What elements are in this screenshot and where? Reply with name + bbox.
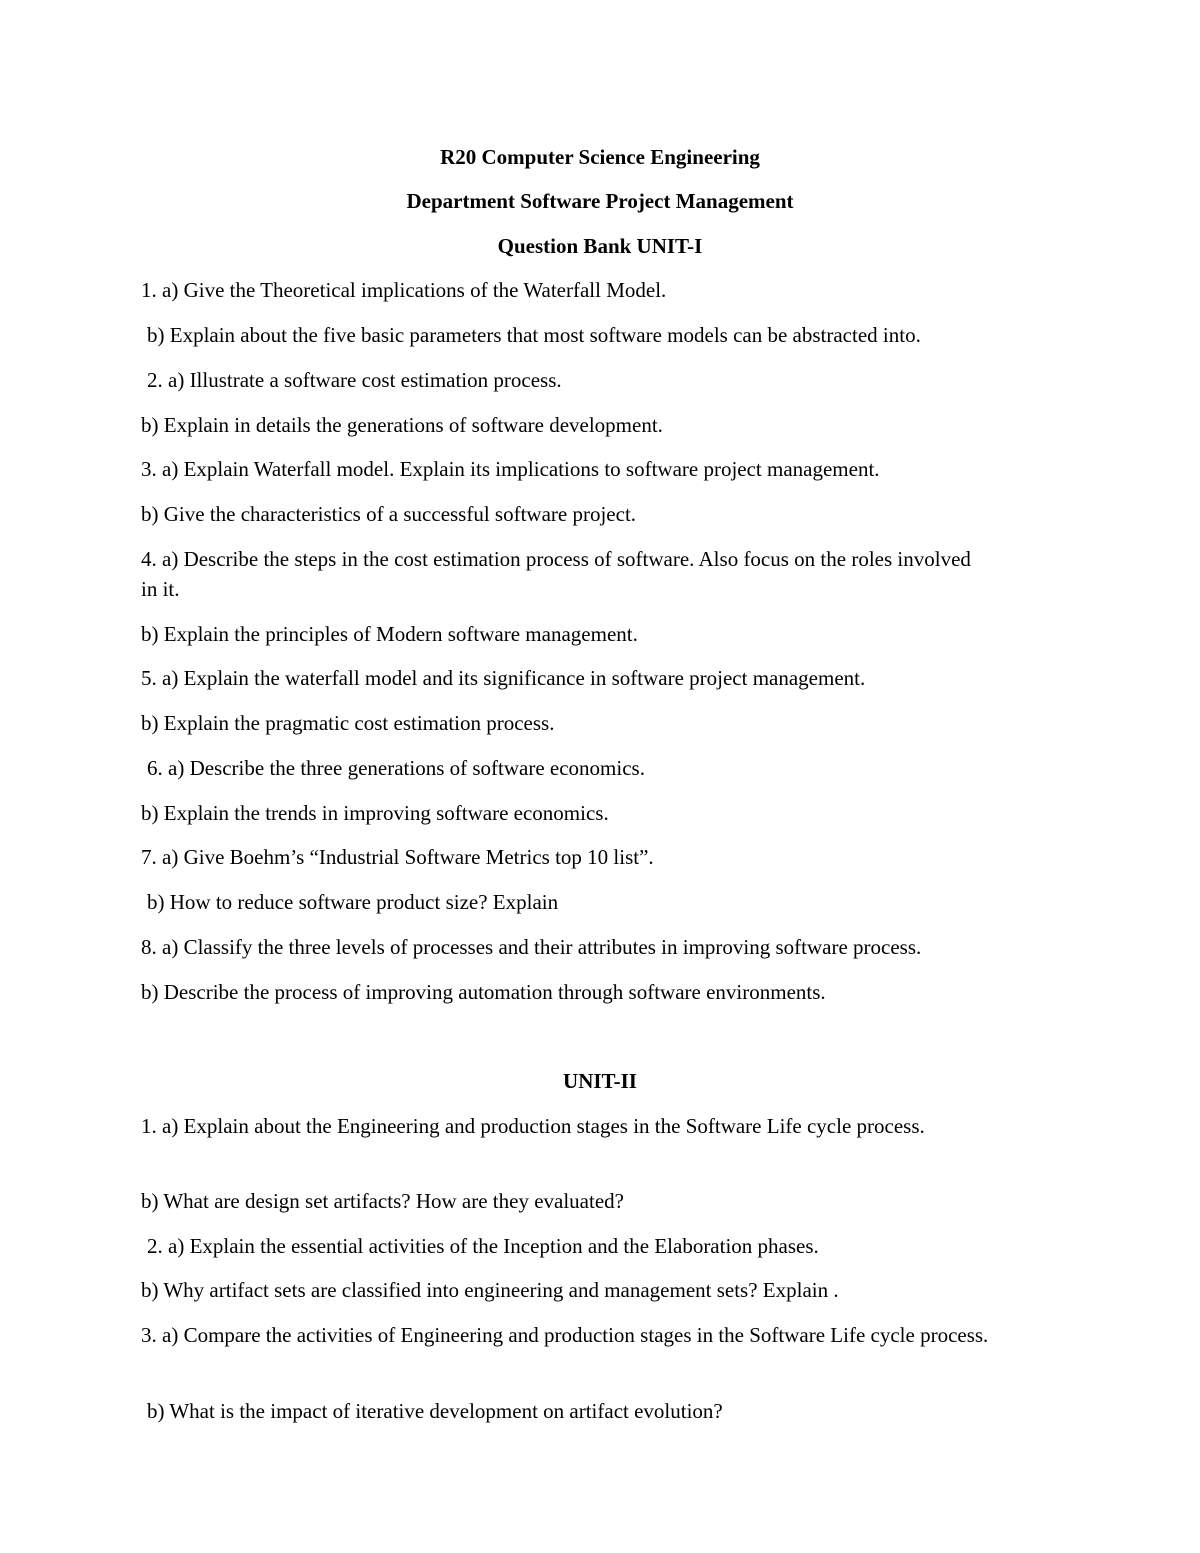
question-1a: 1. a) Give the Theoretical implications of the Waterfall Model. <box>141 278 667 302</box>
question-8a: 8. a) Classify the three levels of processes and their attributes in improving software process. <box>141 935 922 959</box>
unit-2-heading: UNIT-II <box>563 1069 637 1093</box>
unit2-question-3a: 3. a) Compare the activities of Engineering and production stages in the Software Life cycle process. <box>141 1323 989 1347</box>
question-8b: b) Describe the process of improving automation through software environments. <box>141 980 826 1004</box>
question-5a: 5. a) Explain the waterfall model and its significance in software project management. <box>141 666 866 690</box>
question-4a: 4. a) Describe the steps in the cost estimation process of software. Also focus on the roles involved in it. <box>141 547 971 601</box>
question-3a: 3. a) Explain Waterfall model. Explain its implications to software project management. <box>141 457 880 481</box>
question-2a: 2. a) Illustrate a software cost estimation process. <box>147 368 562 392</box>
unit-1-heading: Question Bank UNIT-I <box>497 234 703 258</box>
unit2-question-2b: b) Why artifact sets are classified into engineering and management sets? Explain . <box>141 1278 839 1302</box>
question-2b: b) Explain in details the generations of software development. <box>141 413 663 437</box>
question-7b: b) How to reduce software product size? Explain <box>147 890 559 914</box>
unit2-question-3b: b) What is the impact of iterative development on artifact evolution? <box>147 1399 723 1423</box>
unit2-question-1a: 1. a) Explain about the Engineering and production stages in the Software Life cycle process. <box>141 1114 925 1138</box>
unit2-question-1b: b) What are design set artifacts? How are they evaluated? <box>141 1189 624 1213</box>
question-6b: b) Explain the trends in improving software economics. <box>141 801 609 825</box>
question-3b: b) Give the characteristics of a successful software project. <box>141 502 637 526</box>
question-4b: b) Explain the principles of Modern software management. <box>141 622 638 646</box>
unit2-question-2a: 2. a) Explain the essential activities of the Inception and the Elaboration phases. <box>147 1234 819 1258</box>
document-subtitle: Department Software Project Management <box>406 189 794 213</box>
question-7a: 7. a) Give Boehm’s “Industrial Software Metrics top 10 list”. <box>141 845 654 869</box>
question-5b: b) Explain the pragmatic cost estimation process. <box>141 711 555 735</box>
question-6a: 6. a) Describe the three generations of software economics. <box>147 756 645 780</box>
question-1b: b) Explain about the five basic parameters that most software models can be abstracted into. <box>147 323 921 347</box>
document-title: R20 Computer Science Engineering <box>440 145 760 169</box>
